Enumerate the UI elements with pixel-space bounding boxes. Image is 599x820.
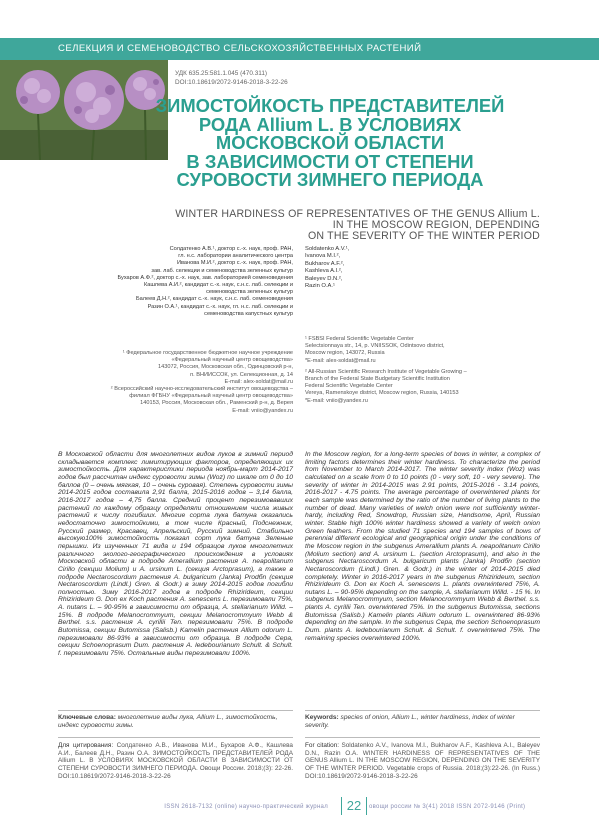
author-line: Солдатенко А.В.¹, доктор с.-х. наук, проф. РАН,: [169, 246, 293, 252]
keywords-en: [305, 714, 540, 730]
author-line: гл. н.с. лаборатории аналитического центра: [178, 253, 293, 260]
author-line: Бухаров А.Ф.², доктор с.-х. наук, зав. лабораторией семеноведения: [117, 274, 293, 281]
email-link[interactable]: E-mail: vniio@yandex.ru: [232, 407, 293, 414]
divider: [58, 710, 293, 711]
keywords-label: Ключевые слова:: [58, 714, 116, 721]
title-ru-line: СУРОВОСТИ ЗИМНЕГО ПЕРИОДА: [176, 169, 484, 191]
title-ru-line: МОСКОВСКОЙ ОБЛАСТИ: [215, 132, 445, 154]
email-link[interactable]: *E-mail: alex-soldat@mail.ru: [305, 357, 376, 364]
udc-code: УДК 635.25:581.1.045 (470.311): [175, 70, 268, 77]
abstract-ru: В Московской области для многолетних видов луков в зимний период складывается комплекс лимитирующих факторов, определяющих их зимостойкость. Для характеристики периода ноябрь-март 2014-2017 годов был рассчитан индекс суровости зимы (Wоz) по шкале от 0 до 10 баллов (0 – очень мягкая, 10 – очень суровая). Степень суровости зимы 2014-2015 годов составила 2,91 балла, 2015-2016 годов – 3,14 балла, 2016-2017 годов – 4,75 балла. Средний процент перезимовавших растений по каждому образцу определяли отношением числа живых растений к числу погибших. Многие сорта лука батуна оказались недостаточно зимостойкими, в том числе Красный, Подснежник, Русский размер, Красавец, Апрельский, Русский зимний. Стабильно высокую100% зимостойкость показал сорт лука батуна Зеленые перышки. Из изученных 71 вида и 194 образцов луков многолетних различного эколого-географического происхождения в условиях Московской области в подроде Amerallium растения A. neapolitanum Cirillo (секции Molium) и A. ursinum L. (секция Arctoprasum), а также в подроде Nectaroscordum растения A. bulgaricum (Janka) Prodбn (секция Nectaroscordum (Lindl.) Gren. & Godr.) в зиму 2014-2015 годов погибли полностью. Зиму 2016-2017 годов в подроде Rhizirideum, секции Rhizirideum G. Don ex Koch растения A. senescens L. перезимовали 75%, A. nutans L. – 90-95% в зависимости от образца, A. stellarianum Willd. – 15%. В подроде Melanocrommyum, секции Melanocrommyum Webb & Berthel. s.s. растения A. cyrillii Ten. перезимовали 75%. В подроде Butomissa, секции Butomissa (Salisb.) Kamelin растения Allium odorum L. перезимовали 86-93% в зависимости от образца. В подроде Cepa, секции Schoenoprasum Dum. растения A. ledebourianum Schult. & Schult. f. перезимовали 75%. Остальные виды перезимовали 100%.: [58, 451, 293, 658]
citation-en: [305, 742, 540, 781]
affiliations-ru: [58, 350, 293, 415]
footer-right: овощи россии № 3(41) 2018 ISSN 2072-9146 (Print): [369, 804, 526, 810]
author-line: Soldatenko A.V.¹,: [305, 246, 350, 252]
title-en-line: WINTER HARDINESS OF REPRESENTATIVES OF THE GENUS Allium L.: [175, 208, 540, 220]
email-link[interactable]: E-mail: alex-soldat@mail.ru: [224, 378, 293, 385]
section-title: СЕЛЕКЦИЯ И СЕМЕНОВОДСТВО СЕЛЬСКОХОЗЯЙСТВЕННЫХ РАСТЕНИЙ: [58, 43, 422, 54]
affiliation-line: ¹ Федеральное государственное бюджетное научное учреждение: [122, 350, 293, 356]
author-line: Иванова М.И.², доктор с.-х. наук, проф. РАН,: [177, 260, 293, 267]
author-line: Балеев Д.Н.², кандидат с.-х. наук, с.н.с. лаб. семеноведения: [135, 296, 293, 303]
affiliation-line: ² Всероссийский научно-исследовательский институт овощеводства –: [110, 386, 293, 393]
divider: [58, 737, 293, 738]
keywords-text: species of onion, Allium L., winter hardiness, index of winter severity.: [305, 714, 515, 729]
author-line: Razin O.A.¹: [305, 283, 335, 290]
citation-ru: [58, 742, 293, 781]
citation-label: Для цитирования:: [58, 742, 114, 749]
title-ru: [120, 97, 540, 190]
affiliations-en: [305, 336, 540, 405]
citation-label: For citation:: [305, 742, 340, 749]
authors-en: [305, 246, 540, 290]
affiliation-line: ² All-Russian Scientific Research Institute of Vegetable Growing –: [305, 368, 467, 375]
affiliation-line: ¹ FSBSI Federal Scientific Vegetable Center: [305, 336, 414, 342]
author-line: Ivanova M.I.²,: [305, 253, 341, 260]
affiliation-line: Branch of the Federal State Budgetary Scientific Institution: [305, 376, 450, 383]
keywords-ru: [58, 714, 293, 730]
author-line: Разин О.А.¹, кандидат с.-х. наук, гл. н.с. лаб. селекции и: [147, 303, 293, 310]
authors-ru: [58, 246, 293, 318]
title-ru-line: В ЗАВИСИМОСТИ ОТ СТЕПЕНИ: [186, 150, 474, 172]
citation-text: Soldatenko A.V., Ivanova M.I., Bukharov A.F., Kashleva A.I., Baleyev D.N., Razin O.A. WINTER HARDINESS OF REPRESENTATIVES OF THE GENUS Allium L. IN THE MOSCOW REGION, DEPENDING ON THE SEVERITY OF THE WINTER PERIOD. Vegetable crops of Russia. 2018;(3):22-26. (In Russ.) DOI:10.18619/2072-9146-2018-3-22-26: [305, 742, 540, 780]
title-en-line: IN THE MOSCOW REGION, DEPENDING: [332, 219, 540, 232]
title-ru-line: ЗИМОСТОЙКОСТЬ ПРЕДСТАВИТЕЛЕЙ: [155, 95, 505, 116]
affiliation-line: 143072, Россия, Московская обл., Одинцовский р-н,: [158, 364, 293, 371]
divider: [305, 737, 540, 738]
keywords-label: Keywords:: [305, 714, 339, 721]
affiliation-line: Federal Scientific Vegetable Center: [305, 383, 393, 390]
affiliation-line: Vereya, Ramenskoye district, Moscow region, Russia, 140153: [305, 390, 459, 397]
affiliation-line: Moscow region, 143072, Russia: [305, 350, 385, 357]
keywords-text: многолетние виды лука, Allium L., зимостойкость, индекс суровости зимы.: [58, 714, 278, 729]
doi: DOI:10.18619/2072-9146-2018-3-22-26: [175, 79, 288, 86]
citation-text: Солдатенко А.В., Иванова М.И., Бухаров А.Ф., Кашлева А.И., Балеев Д.Н., Разин О.А. ЗИМОСТОЙКОСТЬ ПРЕДСТАВИТЕЛЕЙ РОДА Allium L. В УСЛОВИЯХ МОСКОВСКОЙ ОБЛАСТИ В ЗАВИСИМОСТИ ОТ СТЕПЕНИ СУРОВОСТИ ЗИМНЕГО ПЕРИОДА. Овощи России. 2018;(3): 22-26. DOI:10.18619/2072-9146-2018-3-22-26: [58, 742, 293, 780]
divider: [305, 710, 540, 711]
section-banner: [0, 38, 599, 60]
affiliation-line: филиал ФГБНУ «Федеральный научный центр овощеводства»: [129, 393, 293, 400]
author-line: Baleyev D.N.²,: [305, 275, 343, 282]
affiliation-line: п. ВНИИССОК, ул. Селекционная, д. 14: [190, 371, 293, 378]
author-line: семеноводства зеленных культур: [206, 289, 293, 296]
abstract-en: In the Moscow region, for a long-term species of bows in winter, a complex of limiting factors determines their winter hardiness. To characterize the period from November to March 2014-2017. The winter severity index (Woz) was calculated on a scale from 0 to 10 points (0 - very soft, 10 - very severe). The severity of winter in 2014-2015 was 2.91 points, 2015-2016 - 3.14 points, 2016-2017 - 4.75 points. The average percentage of overwintered plants for each sample was determined by the ratio of the number of living plants to the number of dead. Many varieties of welch onion were not sufficiently winter-hardy, including Red, Snowdrop, Russian size, Handsome, April, Russian winter. Stable high 100% winter hardiness showed a variety of welch onion Green feathers. From the studied 71 species and 194 samples of bows of perennial different ecological and geographical origin under the conditions of the Moscow region in the subgenus Amerallium plants A. neapolitanum Cirillo (Molium section) and A. ursinum L. (section Arctoprasum), and also in the subgenus Nectaroscordum A. bulgaricum plants (Janka) Prodбn (section Nectaroscordum (Lindl.) Gren. & Godr.) in the winter of 2014-2015 died completely. Winter in 2016-2017 years in the subgenus Rhizirideum, section Rhizirideum G. Don ex Koch A. senescens L. plants overwintered 75%, A. nutans L. – 90-95% depending on the sample, A. stellarianum Willd. - 15 %. In subgenus Melanocrommyum, section Melanocrommyum Webb & Berthel. s.s. plants A. cyrillii Ten. overwintered 75%. In the subgenus Butomissa, sections Butomissa (Salisb.) Kamelin plants Allium odorum L. overwintered 86-93% depending on the sample. In the subgenus Cepa, the section Schoenoprasum Dum. plants A. ledebourianum Schult. & Schult. f. overwintered 75%. The remaining species overwintered 100%.: [305, 451, 540, 642]
affiliation-line: Selectsionnaya str., 14, p. VNIISSOK, Odintsovo district,: [305, 343, 445, 350]
author-line: Кашлева А.И.², кандидат с.-х. наук, с.н.с. лаб. селекции и: [143, 282, 293, 289]
author-line: Bukharov A.F.²,: [305, 260, 345, 267]
title-en-line: ON THE SEVERITY OF THE WINTER PERIOD: [307, 230, 540, 243]
author-line: семеноводства капустных культур: [204, 310, 293, 317]
author-line: Kashleva A.I.²,: [305, 268, 343, 275]
footer-left: ISSN 2618-7132 (online) научно-практический журнал: [164, 804, 328, 810]
affiliation-line: 140153, Россия, Московская обл., Раменский р-н, д. Верея: [140, 400, 293, 407]
page-number: 22: [341, 797, 367, 815]
affiliation-line: «Федеральный научный центр овощеводства»: [171, 357, 293, 364]
title-en: [120, 209, 540, 243]
article-meta: [175, 69, 288, 87]
title-ru-line: РОДА Allium L. В УСЛОВИЯХ: [198, 113, 462, 135]
email-link[interactable]: *E-mail: vniio@yandex.ru: [305, 397, 368, 404]
author-line: зав. лаб. селекции и семеноводства зеленных культур: [151, 267, 293, 274]
